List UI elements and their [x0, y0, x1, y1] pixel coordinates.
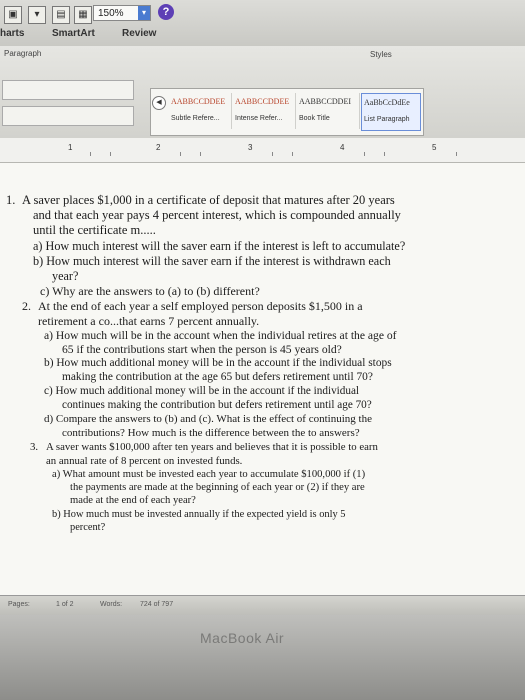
q1-line2: and that each year pays 4 percent interest, which is compounded annually: [33, 208, 401, 222]
styles-gallery: [150, 88, 424, 136]
q2b-line1: b) How much additional money will be in the account if the individual stops: [44, 357, 392, 369]
q1c-line: c) Why are the answers to (a) to (b) different?: [40, 284, 260, 298]
words-count[interactable]: 724 of 797: [140, 601, 174, 608]
document-grid-icon[interactable]: ▤: [52, 6, 70, 24]
q1-line1: A saver places $1,000 in a certificate of deposit that matures after 20 years: [22, 193, 395, 207]
q1b-line2: year?: [52, 269, 79, 283]
q2-line2: retirement a co...that earns 7 percent annually.: [38, 314, 260, 328]
q2a-line1: a) How much will be in the account when the individual retires at the age of: [44, 329, 397, 342]
style-list-paragraph[interactable]: AaBbCcDdEe List Paragraph: [361, 93, 421, 131]
styles-prev-icon[interactable]: ◀: [152, 96, 166, 110]
ruler-tick: [110, 152, 111, 156]
q3a-line1: a) What amount must be invested each year to accumulate $100,000 if (1): [52, 469, 366, 480]
q3b-line1: b) How much must be invested annually if the expected yield is only 5: [52, 509, 346, 520]
zoom-select[interactable]: [93, 5, 151, 21]
q2d-line2: contributions? How much is the difference between the to answers?: [62, 427, 360, 439]
q3a-line2: the payments are made at the beginning of each year or (2) if they are: [70, 482, 365, 493]
words-label: Words:: [100, 601, 123, 608]
style-intense-reference[interactable]: AABBCCDDEE Intense Refer...: [233, 93, 296, 129]
chevron-down-icon: ▾: [138, 6, 150, 20]
paragraph-group-label: Paragraph: [4, 49, 42, 58]
alignment-buttons-row[interactable]: [2, 106, 134, 126]
ruler-tick: [272, 152, 273, 156]
q3-number: 3.: [30, 441, 39, 453]
tab-charts[interactable]: harts: [0, 28, 25, 39]
laptop-bezel: [0, 615, 525, 700]
q3a-line3: made at the end of each year?: [70, 495, 196, 506]
q1a-line: a) How much interest will the saver earn if the interest is left to accumulate?: [33, 239, 406, 253]
q2a-line2: 65 if the contributions start when the person is 45 years old?: [62, 343, 342, 356]
ruler-tick: [200, 152, 201, 156]
title-toolbar: [0, 0, 525, 47]
sidebar-icon[interactable]: ▣: [4, 6, 22, 24]
q2-line1: At the end of each year a self employed person deposits $1,500 in a: [38, 299, 363, 313]
q2c-line1: c) How much additional money will be in the account if the individual: [44, 385, 360, 397]
q1-number: 1.: [6, 193, 16, 207]
q2-number: 2.: [22, 299, 31, 313]
ruler-number: 4: [340, 143, 345, 152]
brand-label: MacBook Air: [200, 630, 285, 646]
ribbon: [0, 46, 525, 139]
q3b-line2: percent?: [70, 522, 106, 533]
ruler-number: 2: [156, 143, 161, 152]
q1-line3: until the certificate m.....: [33, 223, 156, 237]
q3-line2: an annual rate of 8 percent on invested funds.: [46, 455, 243, 467]
ruler-tick: [456, 152, 457, 156]
zoom-value: 150%: [98, 8, 124, 19]
style-subtle-reference[interactable]: AABBCCDDEE Subtle Refere...: [169, 93, 232, 129]
pages-label: Pages:: [8, 601, 30, 608]
tab-review[interactable]: Review: [122, 28, 157, 39]
status-bar: [0, 595, 525, 616]
ruler-tick: [364, 152, 365, 156]
q2d-line1: d) Compare the answers to (b) and (c). What is the effect of continuing the: [44, 413, 372, 425]
styles-group-label: Styles: [370, 50, 392, 59]
ruler-number: 5: [432, 143, 437, 152]
ruler-tick: [384, 152, 385, 156]
ruler-number: 1: [68, 143, 73, 152]
style-book-title[interactable]: AABBCCDDEI Book Title: [297, 93, 360, 129]
ruler-number: 3: [248, 143, 253, 152]
help-icon[interactable]: ?: [158, 4, 174, 20]
pages-count[interactable]: 1 of 2: [56, 601, 74, 608]
ruler-tick: [180, 152, 181, 156]
q2c-line2: continues making the contribution but defers retirement until age 70?: [62, 399, 372, 411]
list-buttons-row[interactable]: [2, 80, 134, 100]
ruler-tick: [292, 152, 293, 156]
ruler: [0, 138, 525, 163]
q2b-line2: making the contribution at the age 65 but defers retirement until 70?: [62, 371, 373, 383]
ruler-tick: [90, 152, 91, 156]
tab-smartart[interactable]: SmartArt: [52, 28, 95, 39]
q1b-line1: b) How much interest will the saver earn if the interest is withdrawn each: [33, 254, 391, 268]
dropdown-arrow-icon[interactable]: ▾: [28, 6, 46, 24]
document-page[interactable]: [0, 163, 525, 595]
table-icon[interactable]: ▦: [74, 6, 92, 24]
q3-line1: A saver wants $100,000 after ten years and believes that it is possible to earn: [46, 441, 378, 453]
